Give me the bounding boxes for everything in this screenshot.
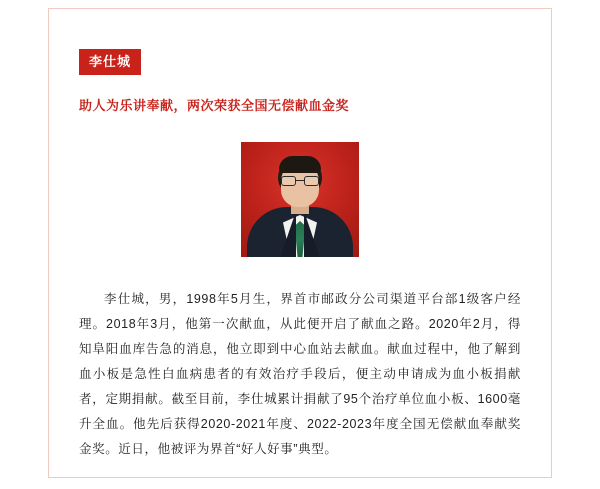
subtitle-heading: 助人为乐讲奉献，两次荣获全国无偿献血金奖 — [79, 98, 350, 113]
name-badge: 李仕城 — [79, 49, 141, 75]
portrait-photo — [241, 142, 359, 257]
hair-top-shape — [279, 156, 321, 173]
photo-container — [79, 142, 521, 257]
profile-card — [48, 8, 552, 478]
glasses-lens-right — [304, 176, 319, 186]
body-paragraph: 李仕城，男，1998年5月生，界首市邮政分公司渠道平台部1级客户经理。2018年3月，他第一次献血，从此便开启了献血之路。2020年2月，得知阜阳血库告急的消息，他立即到中心血站去献血。献血过程中，他了解到血小板是急性白血病患者的有效治疗手段后，便主动申请成为血小板捐献者，定期捐献。截至目前，李仕城累计捐献了95个治疗单位血小板、1600毫升全血。他先后获得2020-2021年度、2022-2023年度全国无偿献血奉献奖金奖。近日，他被评为界首“好人好事”典型。 — [79, 292, 521, 456]
glasses-lens-left — [281, 176, 296, 186]
glasses-icon — [281, 176, 319, 186]
glasses-bridge — [296, 180, 304, 181]
